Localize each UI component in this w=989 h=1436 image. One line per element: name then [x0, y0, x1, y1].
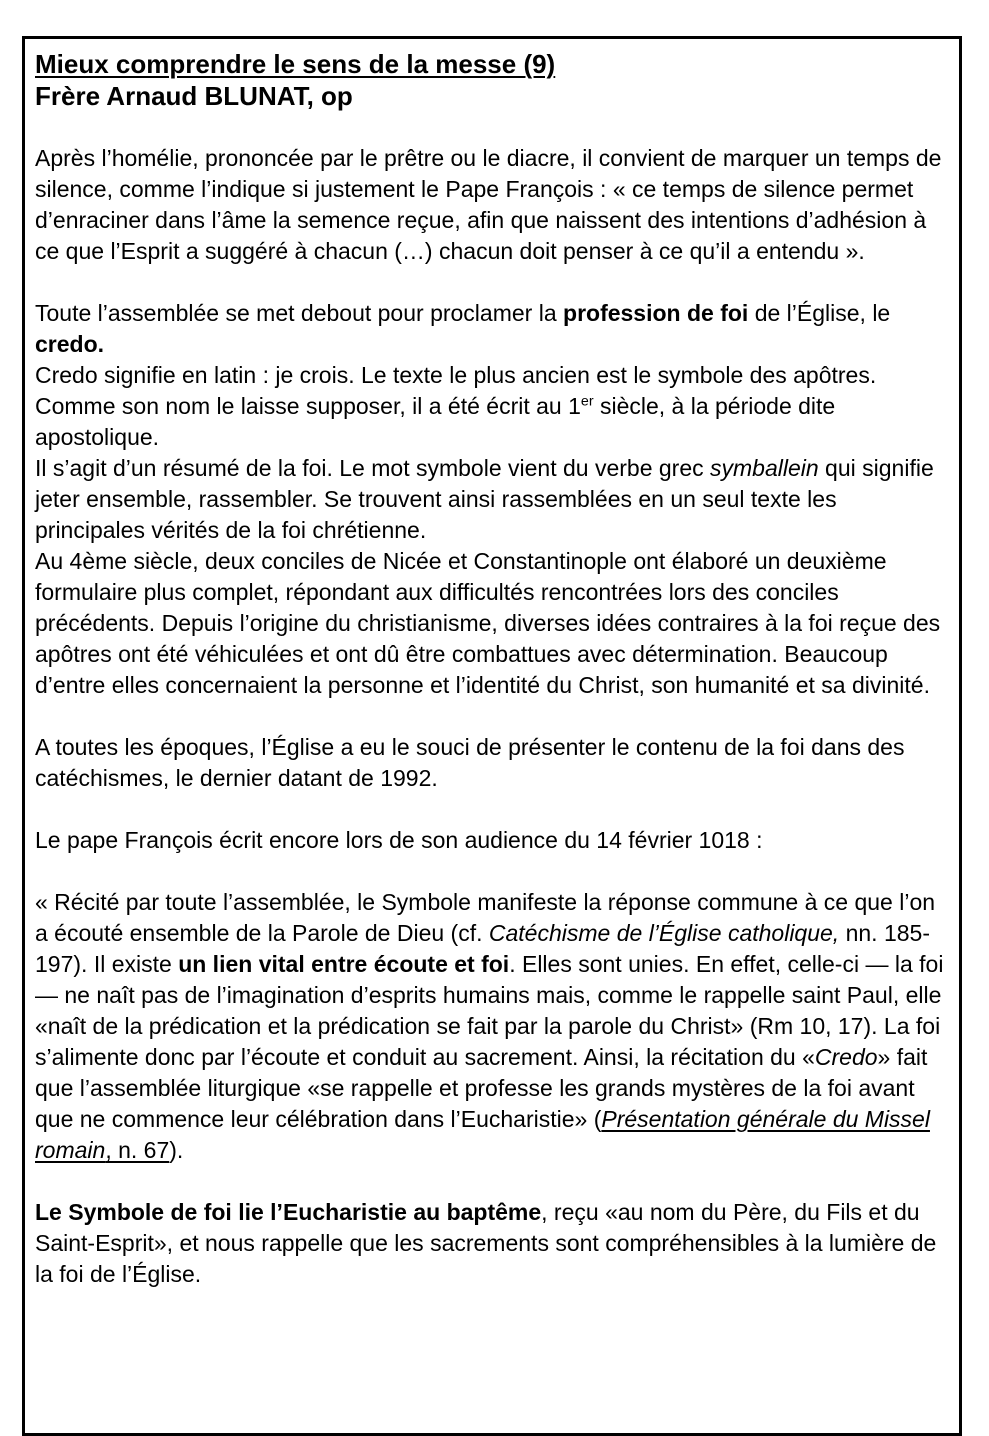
- text-run: » fait que l’assemblée liturgique «se rappelle et professe les grands mystères de la foi avant que ne commence leur célébration dans l’Eucharistie» (: [35, 1044, 928, 1132]
- blank-line: [35, 701, 947, 732]
- text-run: Credo: [814, 1044, 878, 1070]
- text-run: credo.: [35, 331, 105, 357]
- text-run: Après l’homélie, prononcée par le prêtre ou le diacre, il convient de marquer un temps de silence, comme l’indique si justement le Pape François : « ce temps de silence permet d’enraciner dans l’âme la semence reçue, afin que naissent des intentions d’adhésion à ce que l’Esprit a suggéré à chacun (…) chacun doit penser à ce qu’il a entendu ».: [35, 145, 942, 264]
- text-run: nn. 185-197). Il existe: [35, 920, 930, 977]
- text-run: qui signifie jeter ensemble, rassembler. Se trouvent ainsi rassemblées en un seul texte les principales vérités de la foi chrétienne.: [35, 455, 934, 543]
- text-run: Présentation générale du Missel romain: [35, 1106, 930, 1163]
- text-run: , reçu «au nom du Père, du Fils et du Saint-Esprit», et nous rappelle que les sacrements sont compréhensibles à la lumière de la foi de l’Église.: [35, 1199, 937, 1287]
- text-run: . Elles sont unies. En effet, celle-ci — la foi — ne naît pas de l’imagination d’esprits humains mais, comme le rappelle saint Paul, elle «naît de la prédication et la prédication se fait par la parole du Christ» (Rm 10, 17). La foi s’alimente donc par l’écoute et conduit au sacrement. Ainsi, la récitation du «: [35, 951, 944, 1070]
- text-run: siècle, à la période dite apostolique.: [35, 393, 836, 450]
- paragraph-audience-intro: [35, 825, 947, 856]
- paragraph-credo-signifie: [35, 360, 947, 453]
- paragraph-profession-de-foi: [35, 298, 947, 360]
- text-run: Le Symbole de foi lie l’Eucharistie au baptême: [35, 1199, 542, 1225]
- text-run: symballein: [710, 455, 819, 481]
- text-run: ).: [169, 1137, 184, 1163]
- paragraph-homelie-silence: [35, 143, 947, 267]
- paragraph-conciles: [35, 546, 947, 701]
- text-run: un lien vital entre écoute et foi: [178, 951, 510, 977]
- blank-line: [35, 267, 947, 298]
- paragraph-citation-symbole: [35, 887, 947, 1166]
- paragraph-resume-foi: [35, 453, 947, 546]
- text-run: « Récité par toute l’assemblée, le Symbole manifeste la réponse commune à ce que l’on a écouté ensemble de la Parole de Dieu (cf.: [35, 889, 936, 946]
- document-title: Mieux comprendre le sens de la messe (9): [35, 49, 556, 79]
- blank-line: [35, 794, 947, 825]
- text-run: Au 4ème siècle, deux conciles de Nicée et Constantinople ont élaboré un deuxième formulaire plus complet, répondant aux difficultés rencontrées lors des conciles précédents. Depuis l’origine du christianisme, diverses idées contraires à la foi reçue des apôtres ont été véhiculées et ont dû être combattues avec détermination. Beaucoup d’entre elles concernaient la personne et l’identité du Christ, son humanité et sa divinité.: [35, 548, 941, 698]
- blank-line: [35, 856, 947, 887]
- text-run: Catéchisme de l’Église catholique,: [488, 920, 840, 946]
- text-run: Toute l’assemblée se met debout pour proclamer la: [35, 300, 564, 326]
- paragraph-catechismes: [35, 732, 947, 794]
- document-body: [35, 112, 947, 1290]
- text-run: , n. 67: [105, 1137, 170, 1163]
- text-run: Il s’agit d’un résumé de la foi. Le mot symbole vient du verbe grec: [35, 455, 711, 481]
- document-page-frame: [22, 36, 962, 1436]
- text-run: Le pape François écrit encore lors de son audience du 14 février 1018 :: [35, 827, 763, 853]
- text-run: Credo signifie en latin : je crois. Le texte le plus ancien est le symbole des apôtres. Comme son nom le laisse supposer, il a été écrit au 1: [35, 362, 877, 419]
- text-run: A toutes les époques, l’Église a eu le souci de présenter le contenu de la foi dans des catéchismes, le dernier datant de 1992.: [35, 734, 905, 791]
- paragraph-symbole-bapteme: [35, 1197, 947, 1290]
- text-run: er: [580, 393, 594, 410]
- text-run: profession de foi: [563, 300, 749, 326]
- document-author: Frère Arnaud BLUNAT, op: [35, 81, 353, 111]
- text-run: de l’Église, le: [748, 300, 891, 326]
- blank-line: [35, 1166, 947, 1197]
- blank-line: [35, 112, 947, 143]
